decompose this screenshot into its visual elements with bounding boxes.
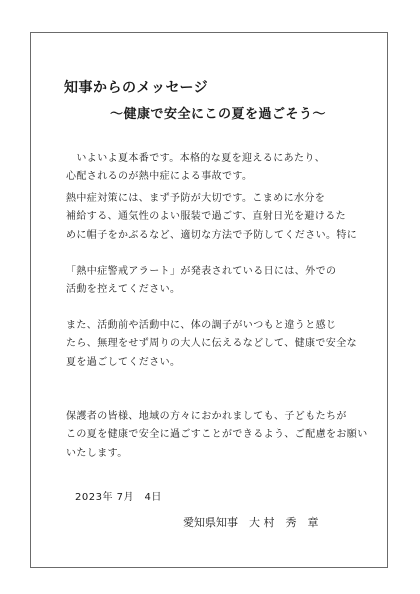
paragraph-alert [66,263,366,300]
paragraph-guardians [66,408,366,463]
text-line: 補給する、通気性のよい服装で過ごす、直射日光を避けるた [66,211,346,223]
text-line: 心配されるのが熱中症による事故です。 [66,171,253,183]
message-subtitle: ～健康で安全にこの夏を過ごそう～ [110,106,327,122]
message-title: 知事からのメッセージ [64,80,209,97]
text-line: めに帽子をかぶるなど、適切な方法で予防してください。特に [66,229,358,241]
text-line: 「熱中症警戒アラート」が発表されている日には、外での [66,266,337,277]
text-line: いたします。 [66,447,128,459]
text-line: たら、無理をせず周りの大人に伝えるなどして、健康で安全な [66,338,357,350]
message-date: 2023年 7月 4日 [75,492,162,503]
text-line: 夏を過ごしてください。 [66,356,181,368]
text-line: 熱中症対策には、まず予防が大切です。こまめに水分を [66,193,326,204]
paragraph-intro [66,150,366,187]
text-line: また、活動前や活動中に、体の調子がいつもと違うと感じ [66,320,337,331]
paragraph-condition [66,317,366,372]
text-line: いよいよ夏本番です。本格的な夏を迎えるにあたり、 [66,153,326,164]
text-line: この夏を健康で安全に過ごすことができるよう、ご配慮をお願い [66,429,368,441]
paragraph-prevention [66,190,366,245]
governor-signature: 愛知県知事 大 村 秀 章 [183,516,319,529]
text-line: 保護者の皆様、地域の方々におかれましても、子どもたちが [66,411,347,422]
text-line: 活動を控えてください。 [66,284,181,296]
